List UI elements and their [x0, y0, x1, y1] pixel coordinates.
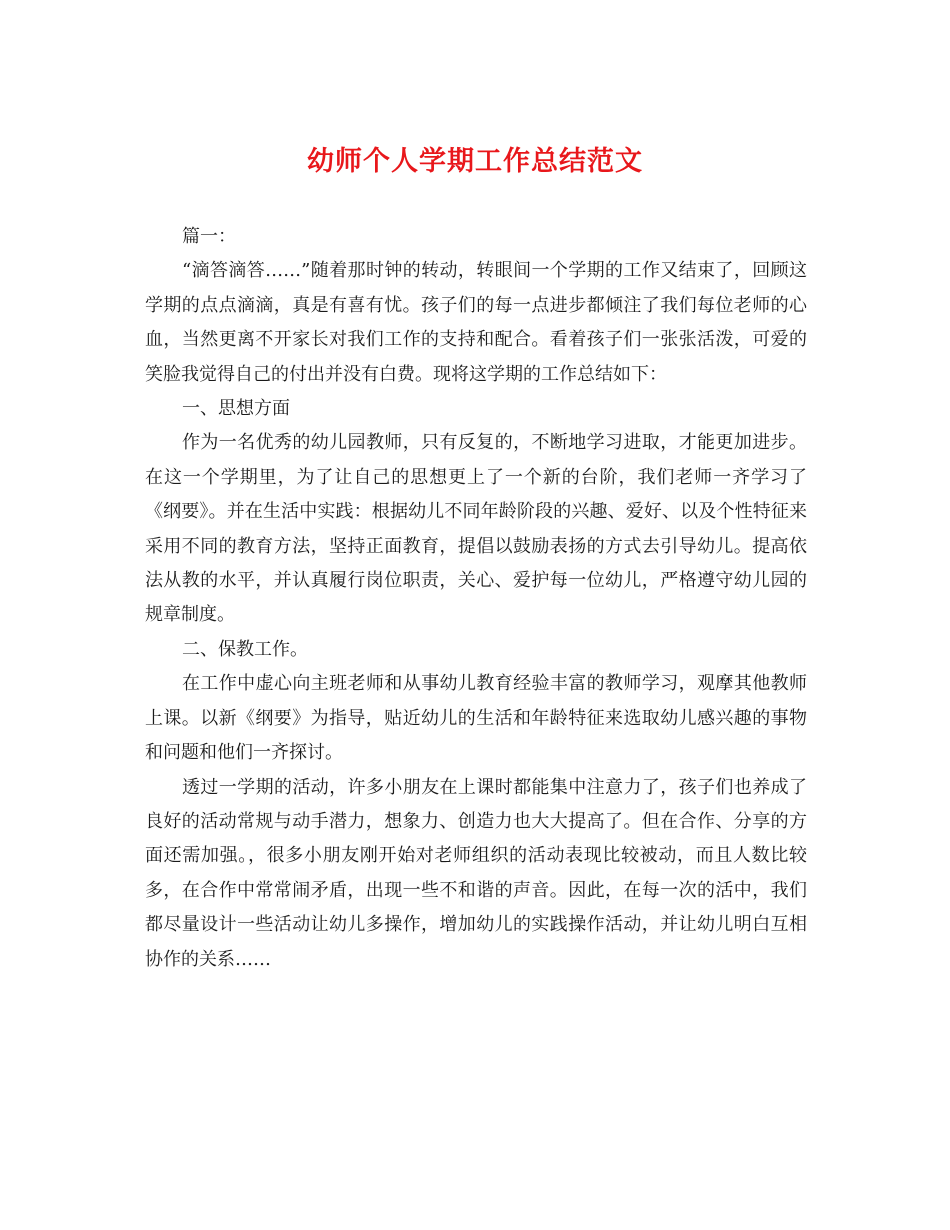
- paragraph-thought: 作为一名优秀的幼儿园教师，只有反复的，不断地学习进取，才能更加进步。在这一个学期里，为了让自己的思想更上了一个新的台阶，我们老师一齐学习了《纲要》。并在生活中实践：根据幼儿不同年龄阶段的兴趣、爱好、以及个性特征来采用不同的教育方法，坚持正面教育，提倡以鼓励表扬的方式去引导幼儿。提高依法从教的水平，并认真履行岗位职责，关心、爱护每一位幼儿，严格遵守幼儿园的规章制度。: [145, 432, 807, 626]
- paragraph-activities: 透过一学期的活动，许多小朋友在上课时都能集中注意力了，孩子们也养成了良好的活动常规与动手潜力，想象力、创造力也大大提高了。但在合作、分享的方面还需加强。，很多小朋友刚开始对老师组织的活动表现比较被动，而且人数比较多，在合作中常常闹矛盾，出现一些不和谐的声音。因此，在每一次的活中，我们都尽量设计一些活动让幼儿多操作，增加幼儿的实践操作活动，并让幼儿明白互相协作的关系……: [145, 776, 807, 970]
- document-body: [145, 220, 807, 977]
- heading-thought: 一、思想方面: [182, 398, 290, 420]
- document-title: 幼师个人学期工作总结范文: [307, 146, 643, 177]
- heading-care-education: 二、保教工作。: [182, 638, 308, 660]
- paragraph-care-education: 在工作中虚心向主班老师和从事幼儿教育经验丰富的教师学习，观摩其他教师上课。以新《纲要》为指导，贴近幼儿的生活和年龄特征来选取幼儿感兴趣的事物和问题和他们一齐探讨。: [145, 673, 807, 764]
- paragraph-section-label: 篇一：: [182, 226, 236, 247]
- paragraph-intro: “滴答滴答……”随着那时钟的转动，转眼间一个学期的工作又结束了，回顾这学期的点点滴滴，真是有喜有忧。孩子们的每一点进步都倾注了我们每位老师的心血，当然更离不开家长对我们工作的支持和配合。看着孩子们一张张活泼，可爱的笑脸我觉得自己的付出并没有白费。现将这学期的工作总结如下：: [145, 260, 807, 385]
